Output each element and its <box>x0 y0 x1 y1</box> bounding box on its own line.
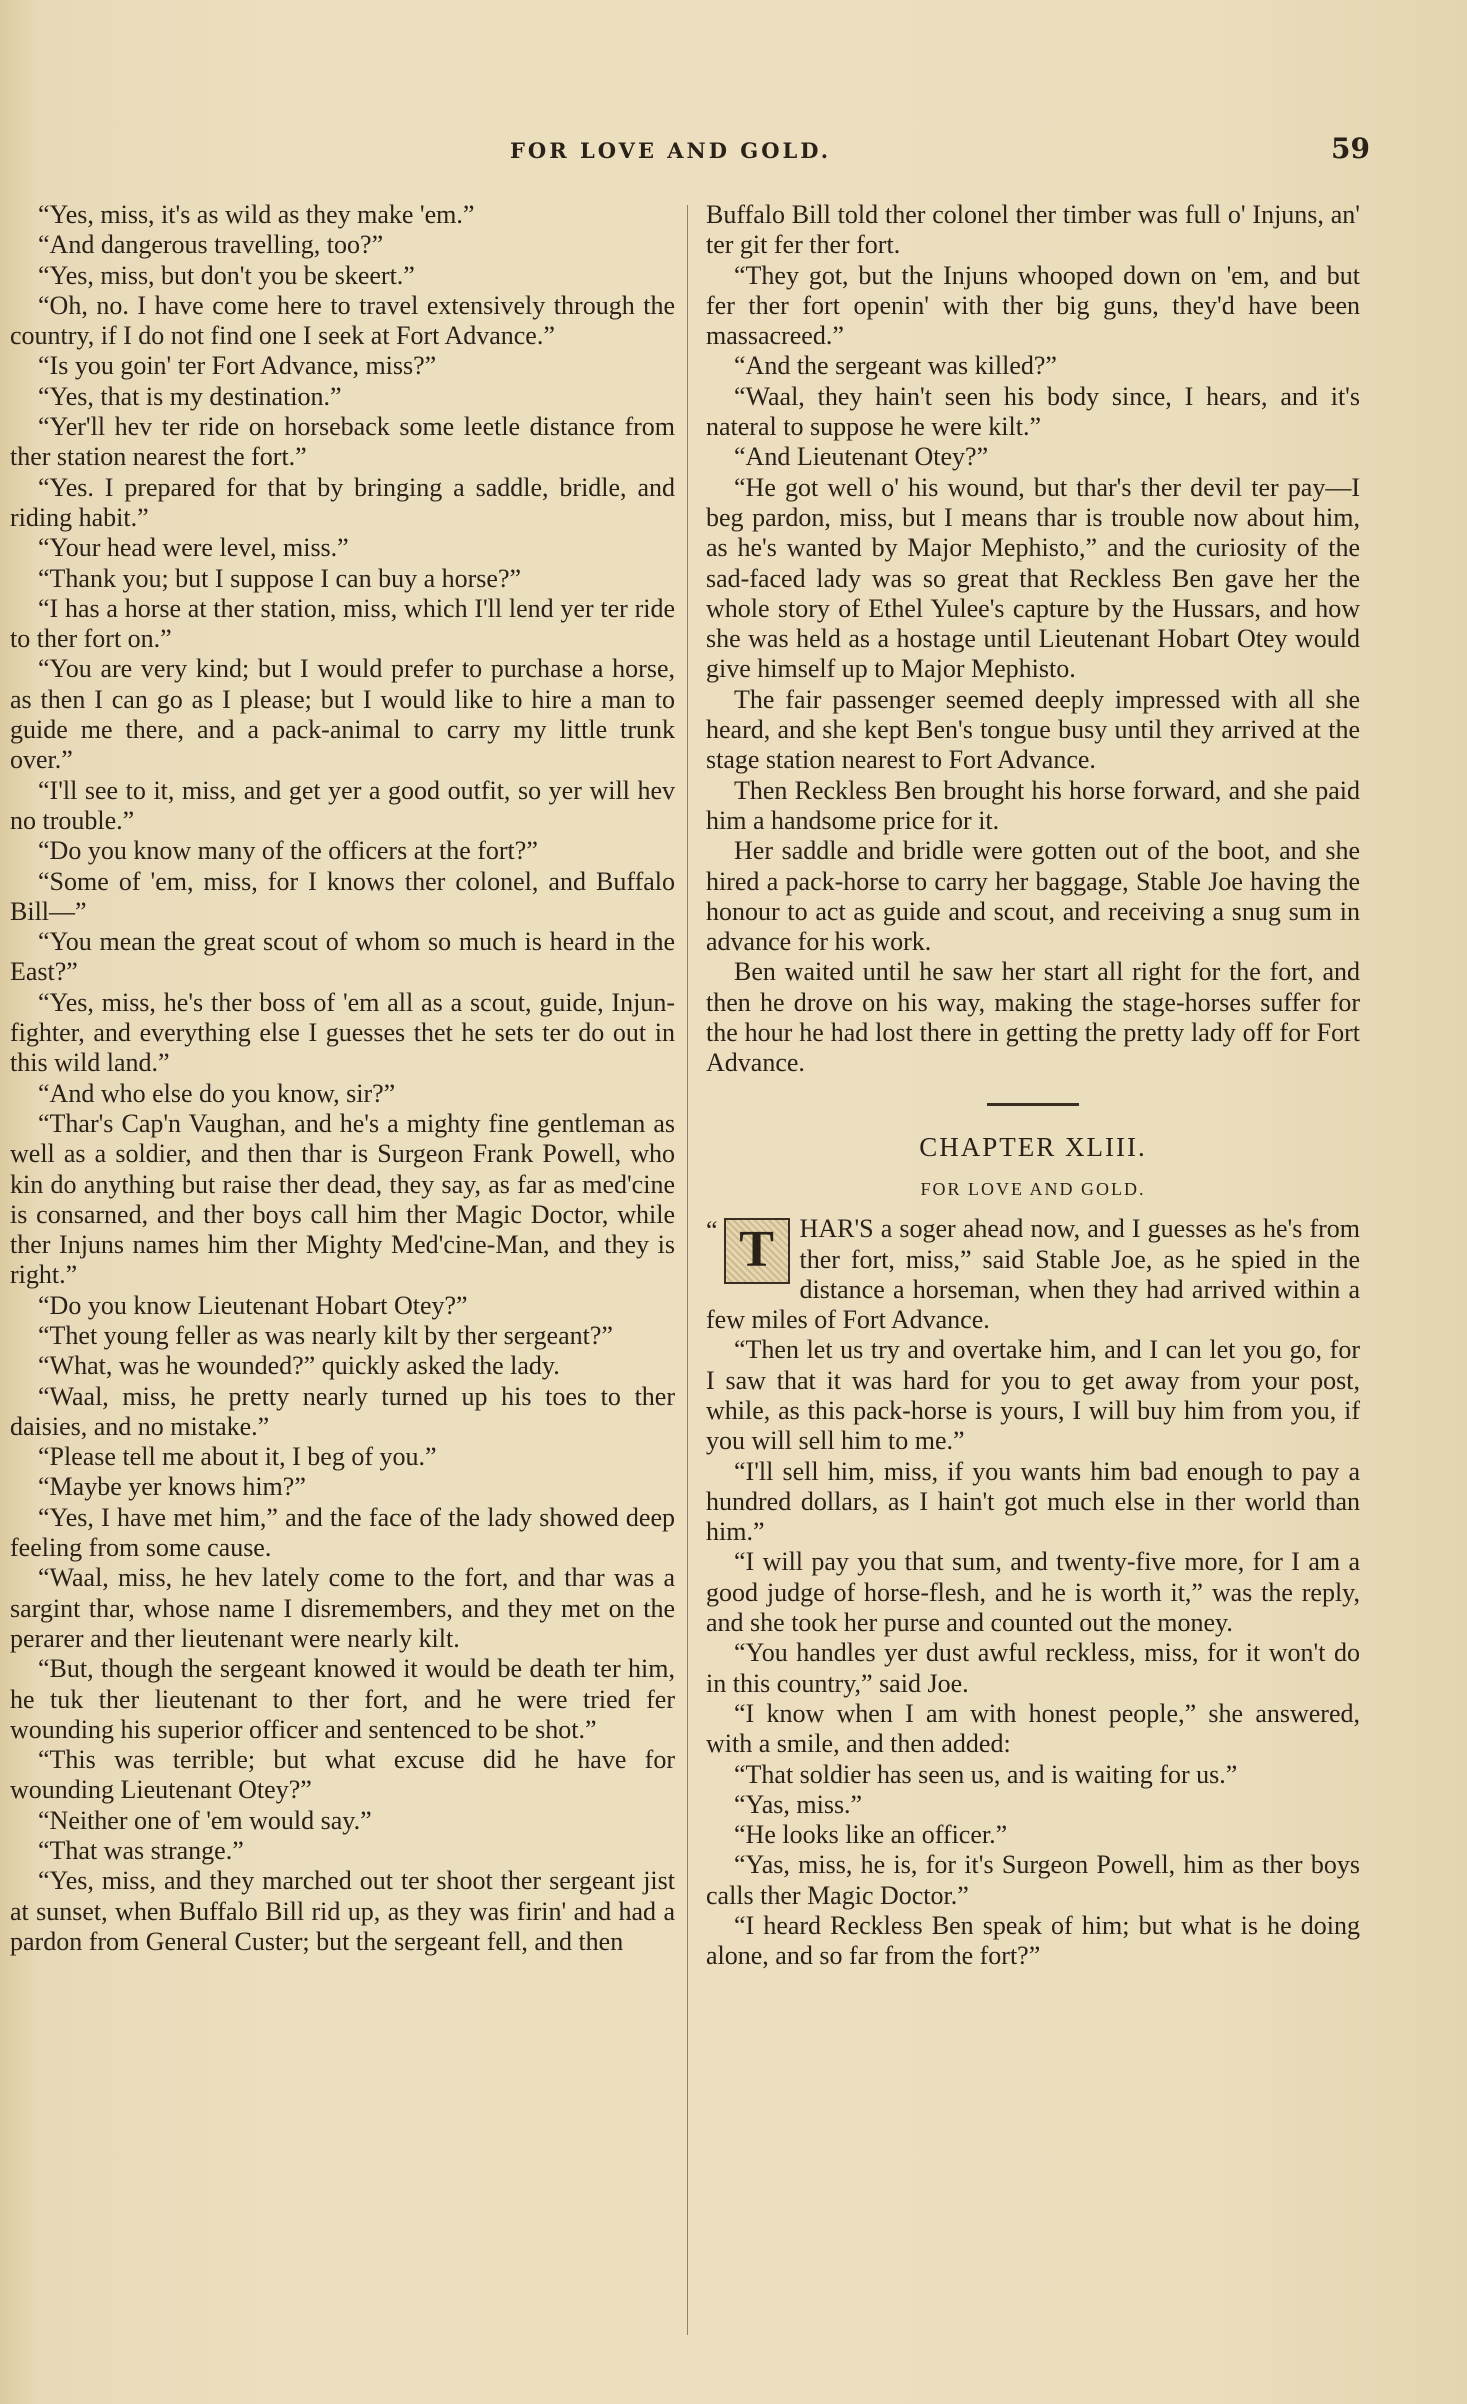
running-head: FOR LOVE AND GOLD. <box>510 138 832 163</box>
paragraph: “And the sergeant was killed?” <box>734 351 1057 381</box>
paragraph: “Thar's Cap'n Vaughan, and he's a mighty fine gentleman as well as a soldier, and then thar is Surgeon Frank Powell, who kin do anything but raise ther dead, they say, as far as med'cine is consarned, and ther boys call him ther Magic Doctor, while ther Injuns names him ther Mighty Med'cine-Man, and they is right.” <box>10 1108 675 1290</box>
paragraph: “Yes, that is my destination.” <box>38 381 342 411</box>
paragraph: “Some of 'em, miss, for I knows ther colonel, and Buffalo Bill—” <box>10 866 675 926</box>
chapter-subtitle <box>706 1174 1360 1204</box>
opening-quote: “ <box>706 1216 718 1246</box>
dropcap-letter: T <box>724 1218 790 1284</box>
paragraph: “He got well o' his wound, but thar's ther devil ter pay—I beg pardon, miss, but I means thar is trouble now about him, as he's wanted by Major Mephisto,” and the curiosity of the sad-faced lady was so great that Reckless Ben gave her the whole story of Ethel Yulee's capture by the Hussars, and how she was held as a hostage until Lieutenant Hobart Otey would give himself up to Major Mephisto. <box>706 472 1360 684</box>
paragraph: “And Lieutenant Otey?” <box>734 442 989 472</box>
paragraph: “Is you goin' ter Fort Advance, miss?” <box>38 351 437 381</box>
left-column <box>10 200 675 1957</box>
chapter-title: CHAPTER XLIII. <box>919 1131 1147 1162</box>
paragraph: “Please tell me about it, I beg of you.” <box>38 1442 437 1472</box>
chapter-divider-rule <box>987 1103 1079 1106</box>
paragraph: “Waal, miss, he hev lately come to the fort, and thar was a sargint thar, whose name I disremembers, and they met on the perarer and ther lieutenant were nearly kilt. <box>10 1563 675 1653</box>
paragraph: “Yes, miss, and they marched out ter shoot ther sergeant jist at sunset, when Buffalo Bill rid up, as they was firin' and had a pardon from General Custer; but the sergeant fell, and then <box>10 1866 675 1956</box>
paragraph: “That was strange.” <box>38 1836 244 1866</box>
paragraph: “And who else do you know, sir?” <box>38 1078 396 1108</box>
paragraph: “Then let us try and overtake him, and I can let you go, for I saw that it was hard for you to get away from your post, while, as this pack-horse is yours, I will buy him from you, if you will sell him to me.” <box>706 1335 1360 1456</box>
paragraph: “This was terrible; but what excuse did he have for wounding Lieutenant Otey?” <box>10 1745 675 1805</box>
paragraph: “What, was he wounded?” quickly asked the lady. <box>38 1351 560 1381</box>
column-divider <box>687 205 688 2335</box>
paragraph: “Waal, they hain't seen his body since, I hears, and it's nateral to suppose he were kilt.” <box>706 381 1360 442</box>
paragraph: “Thet young feller as was nearly kilt by ther sergeant?” <box>38 1320 613 1350</box>
paragraph: “You handles yer dust awful reckless, miss, for it won't do in this country,” said Joe. <box>706 1638 1360 1698</box>
paragraph: “And dangerous travelling, too?” <box>38 230 384 260</box>
paragraph: “He looks like an officer.” <box>734 1820 1008 1850</box>
paragraph: “Yes, miss, but don't you be skeert.” <box>38 260 415 290</box>
page-header <box>40 132 1370 172</box>
paragraph: “I know when I am with honest people,” she answered, with a smile, and then added: <box>706 1698 1360 1759</box>
paragraph: “Thank you; but I suppose I can buy a horse?” <box>38 563 522 593</box>
paragraph: Her saddle and bridle were gotten out of the boot, and she hired a pack-horse to carry her baggage, Stable Joe having the honour to act as guide and scout, and receiving a snug sum in advance for his work. <box>706 836 1360 957</box>
paragraph: “You are very kind; but I would prefer to purchase a horse, as then I can go as I please; but I would like to hire a man to guide me there, and a pack-animal to carry my little trunk over.” <box>10 654 675 775</box>
page-number: 59 <box>1331 132 1370 165</box>
paragraph: “Yas, miss, he is, for it's Surgeon Powell, him as ther boys calls ther Magic Doctor.” <box>706 1850 1360 1910</box>
paragraph: “Yes, miss, it's as wild as they make 'em.” <box>38 200 475 229</box>
paragraph: The fair passenger seemed deeply impressed with all she heard, and she kept Ben's tongue busy until they arrived at the stage station nearest to Fort Advance. <box>706 684 1360 775</box>
paragraph: “That soldier has seen us, and is waiting for us.” <box>734 1759 1238 1789</box>
paragraph: Then Reckless Ben brought his horse forward, and she paid him a handsome price for it. <box>706 775 1360 835</box>
paragraph: “I'll sell him, miss, if you wants him bad enough to pay a hundred dollars, as I hain't got much else in ther world than him.” <box>706 1456 1360 1547</box>
paragraph: “Yes. I prepared for that by bringing a saddle, bridle, and riding habit.” <box>10 472 675 532</box>
paragraph: “Do you know Lieutenant Hobart Otey?” <box>38 1290 468 1320</box>
paragraph: “I'll see to it, miss, and get yer a good outfit, so yer will hev no trouble.” <box>10 775 675 835</box>
paragraph: “Do you know many of the officers at the fort?” <box>38 836 538 866</box>
right-column <box>706 200 1360 1972</box>
paragraph: “They got, but the Injuns whooped down on 'em, and but fer ther fort openin' with ther big guns, they'd have been massacreed.” <box>706 260 1360 351</box>
paragraph: “I heard Reckless Ben speak of him; but what is he doing alone, and so far from the fort?” <box>706 1911 1360 1971</box>
paragraph: “Oh, no. I have come here to travel extensively through the country, if I do not find one I seek at Fort Advance.” <box>10 290 675 351</box>
paragraph: Ben waited until he saw her start all right for the fort, and then he drove on his way, making the stage-horses suffer for the hour he had lost there in getting the pretty lady off for Fort Advance. <box>706 957 1360 1078</box>
opening-text: HAR'S a soger ahead now, and I guesses as he's from ther fort, miss,” said Stable Joe, as he spied in the distance a horseman, when they had arrived within a few miles of Fort Advance. <box>706 1214 1360 1335</box>
paragraph: “Yer'll hev ter ride on horseback some leetle distance from ther station nearest the fort.” <box>10 412 675 472</box>
paragraph: “I has a horse at ther station, miss, which I'll lend yer ter ride to ther fort on.” <box>10 593 675 654</box>
chapter-subtitle-text: FOR LOVE AND GOLD. <box>920 1178 1146 1199</box>
paragraph: “But, though the sergeant knowed it would be death ter him, he tuk ther lieutenant to ther fort, and he were tried fer wounding his superior officer and sentenced to be shot.” <box>10 1654 675 1744</box>
paragraph: “Yes, miss, he's ther boss of 'em all as a scout, guide, Injun-fighter, and everything else I guesses thet he sets ter do out in this wild land.” <box>10 987 675 1078</box>
paragraph: “Maybe yer knows him?” <box>38 1472 306 1502</box>
chapter-opening-paragraph <box>706 1214 1360 1335</box>
paragraph: “Neither one of 'em would say.” <box>38 1805 372 1835</box>
paragraph: “Yas, miss.” <box>734 1789 863 1819</box>
paragraph: “Your head were level, miss.” <box>38 533 349 563</box>
paragraph: “Yes, I have met him,” and the face of the lady showed deep feeling from some cause. <box>10 1502 675 1563</box>
paragraph: “Waal, miss, he pretty nearly turned up his toes to ther daisies, and no mistake.” <box>10 1381 675 1441</box>
paragraph: “I will pay you that sum, and twenty-five more, for I am a good judge of horse-flesh, and he is worth it,” was the reply, and she took her purse and counted out the money. <box>706 1547 1360 1638</box>
paragraph: Buffalo Bill told ther colonel ther timber was full o' Injuns, an' ter git fer ther fort. <box>706 200 1360 260</box>
paragraph: “You mean the great scout of whom so much is heard in the East?” <box>10 927 675 987</box>
